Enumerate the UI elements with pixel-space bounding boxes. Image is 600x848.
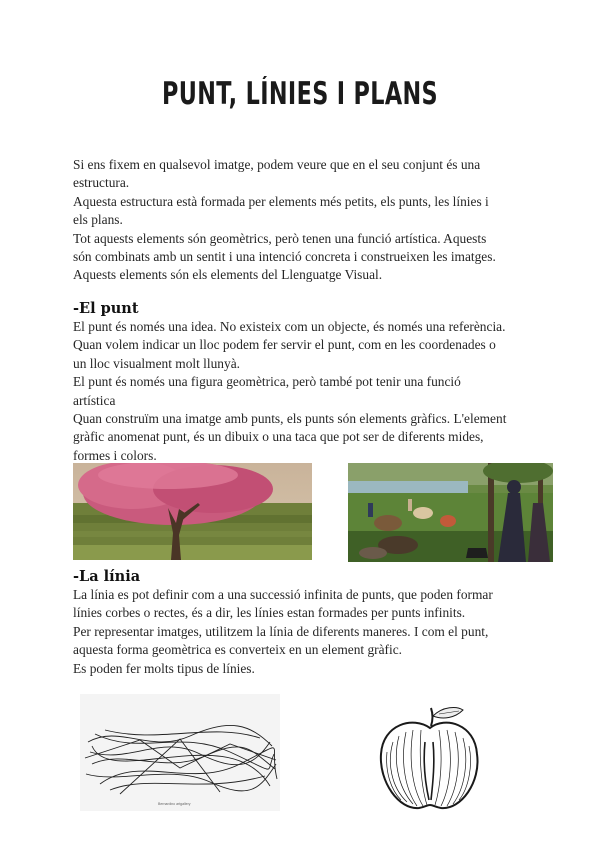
drawing-caption: Bernardino artgallery [158, 802, 191, 806]
section-heading-linia: -La línia [73, 568, 141, 585]
apple-line-engraving [373, 702, 485, 814]
linia-line: Per representar imatges, utilitzem la línia de diferents maneres. I com el punt, [73, 623, 489, 639]
punt-paragraph [73, 318, 543, 465]
intro-line: Aquests elements són els elements del Llenguatge Visual. [73, 267, 383, 283]
intro-line: Aquesta estructura està formada per elements més petits, els punts, les línies i [73, 193, 489, 209]
page-title: PUNT, LÍNIES I PLANS [162, 76, 438, 112]
linia-line: La línia es pot definir com a una successió infinita de punts, que poden formar [73, 587, 493, 602]
punt-line: gràfic anomenat punt, és un dibuix o una taca que pot ser de diferents mides, [73, 429, 484, 445]
punt-line: El punt és només una figura geomètrica, però també pot tenir una funció [73, 374, 461, 390]
intro-line: són combinats amb un sentit i una intenció concreta i construeixen les imatges. [73, 249, 496, 265]
punt-line: Quan construïm una imatge amb punts, els punts són elements gràfics. L'element [73, 411, 507, 427]
intro-line: estructura. [73, 175, 130, 191]
section-heading-punt: -El punt [73, 300, 139, 317]
seurat-grande-jatte-painting [348, 463, 553, 562]
linia-line: aquesta forma geomètrica es converteix en un element gràfic. [73, 642, 403, 658]
punt-line: un lloc visualment molt llunyà. [73, 355, 240, 371]
punt-line: formes i colors. [73, 447, 157, 463]
intro-line: Si ens fixem en qualsevol imatge, podem veure que en el seu conjunt és una [73, 157, 481, 172]
linia-line: línies corbes o rectes, és a dir, les línies estan formades per punts infinits. [73, 605, 466, 621]
intro-line: Tot aquests elements són geomètrics, però tenen una funció artística. Aquests [73, 230, 487, 246]
scribble-lines-drawing [80, 694, 280, 811]
punt-line: El punt és només una idea. No existeix com un objecte, és només una referència. [73, 319, 506, 334]
intro-line: els plans. [73, 212, 123, 228]
punt-line: Quan volem indicar un lloc podem fer servir el punt, com en les coordenades o [73, 337, 496, 353]
pointillist-tree-painting [73, 463, 312, 560]
linia-line: Es poden fer molts tipus de línies. [73, 660, 255, 676]
intro-paragraph [73, 156, 543, 285]
linia-paragraph [73, 586, 543, 678]
punt-line: artística [73, 392, 116, 408]
